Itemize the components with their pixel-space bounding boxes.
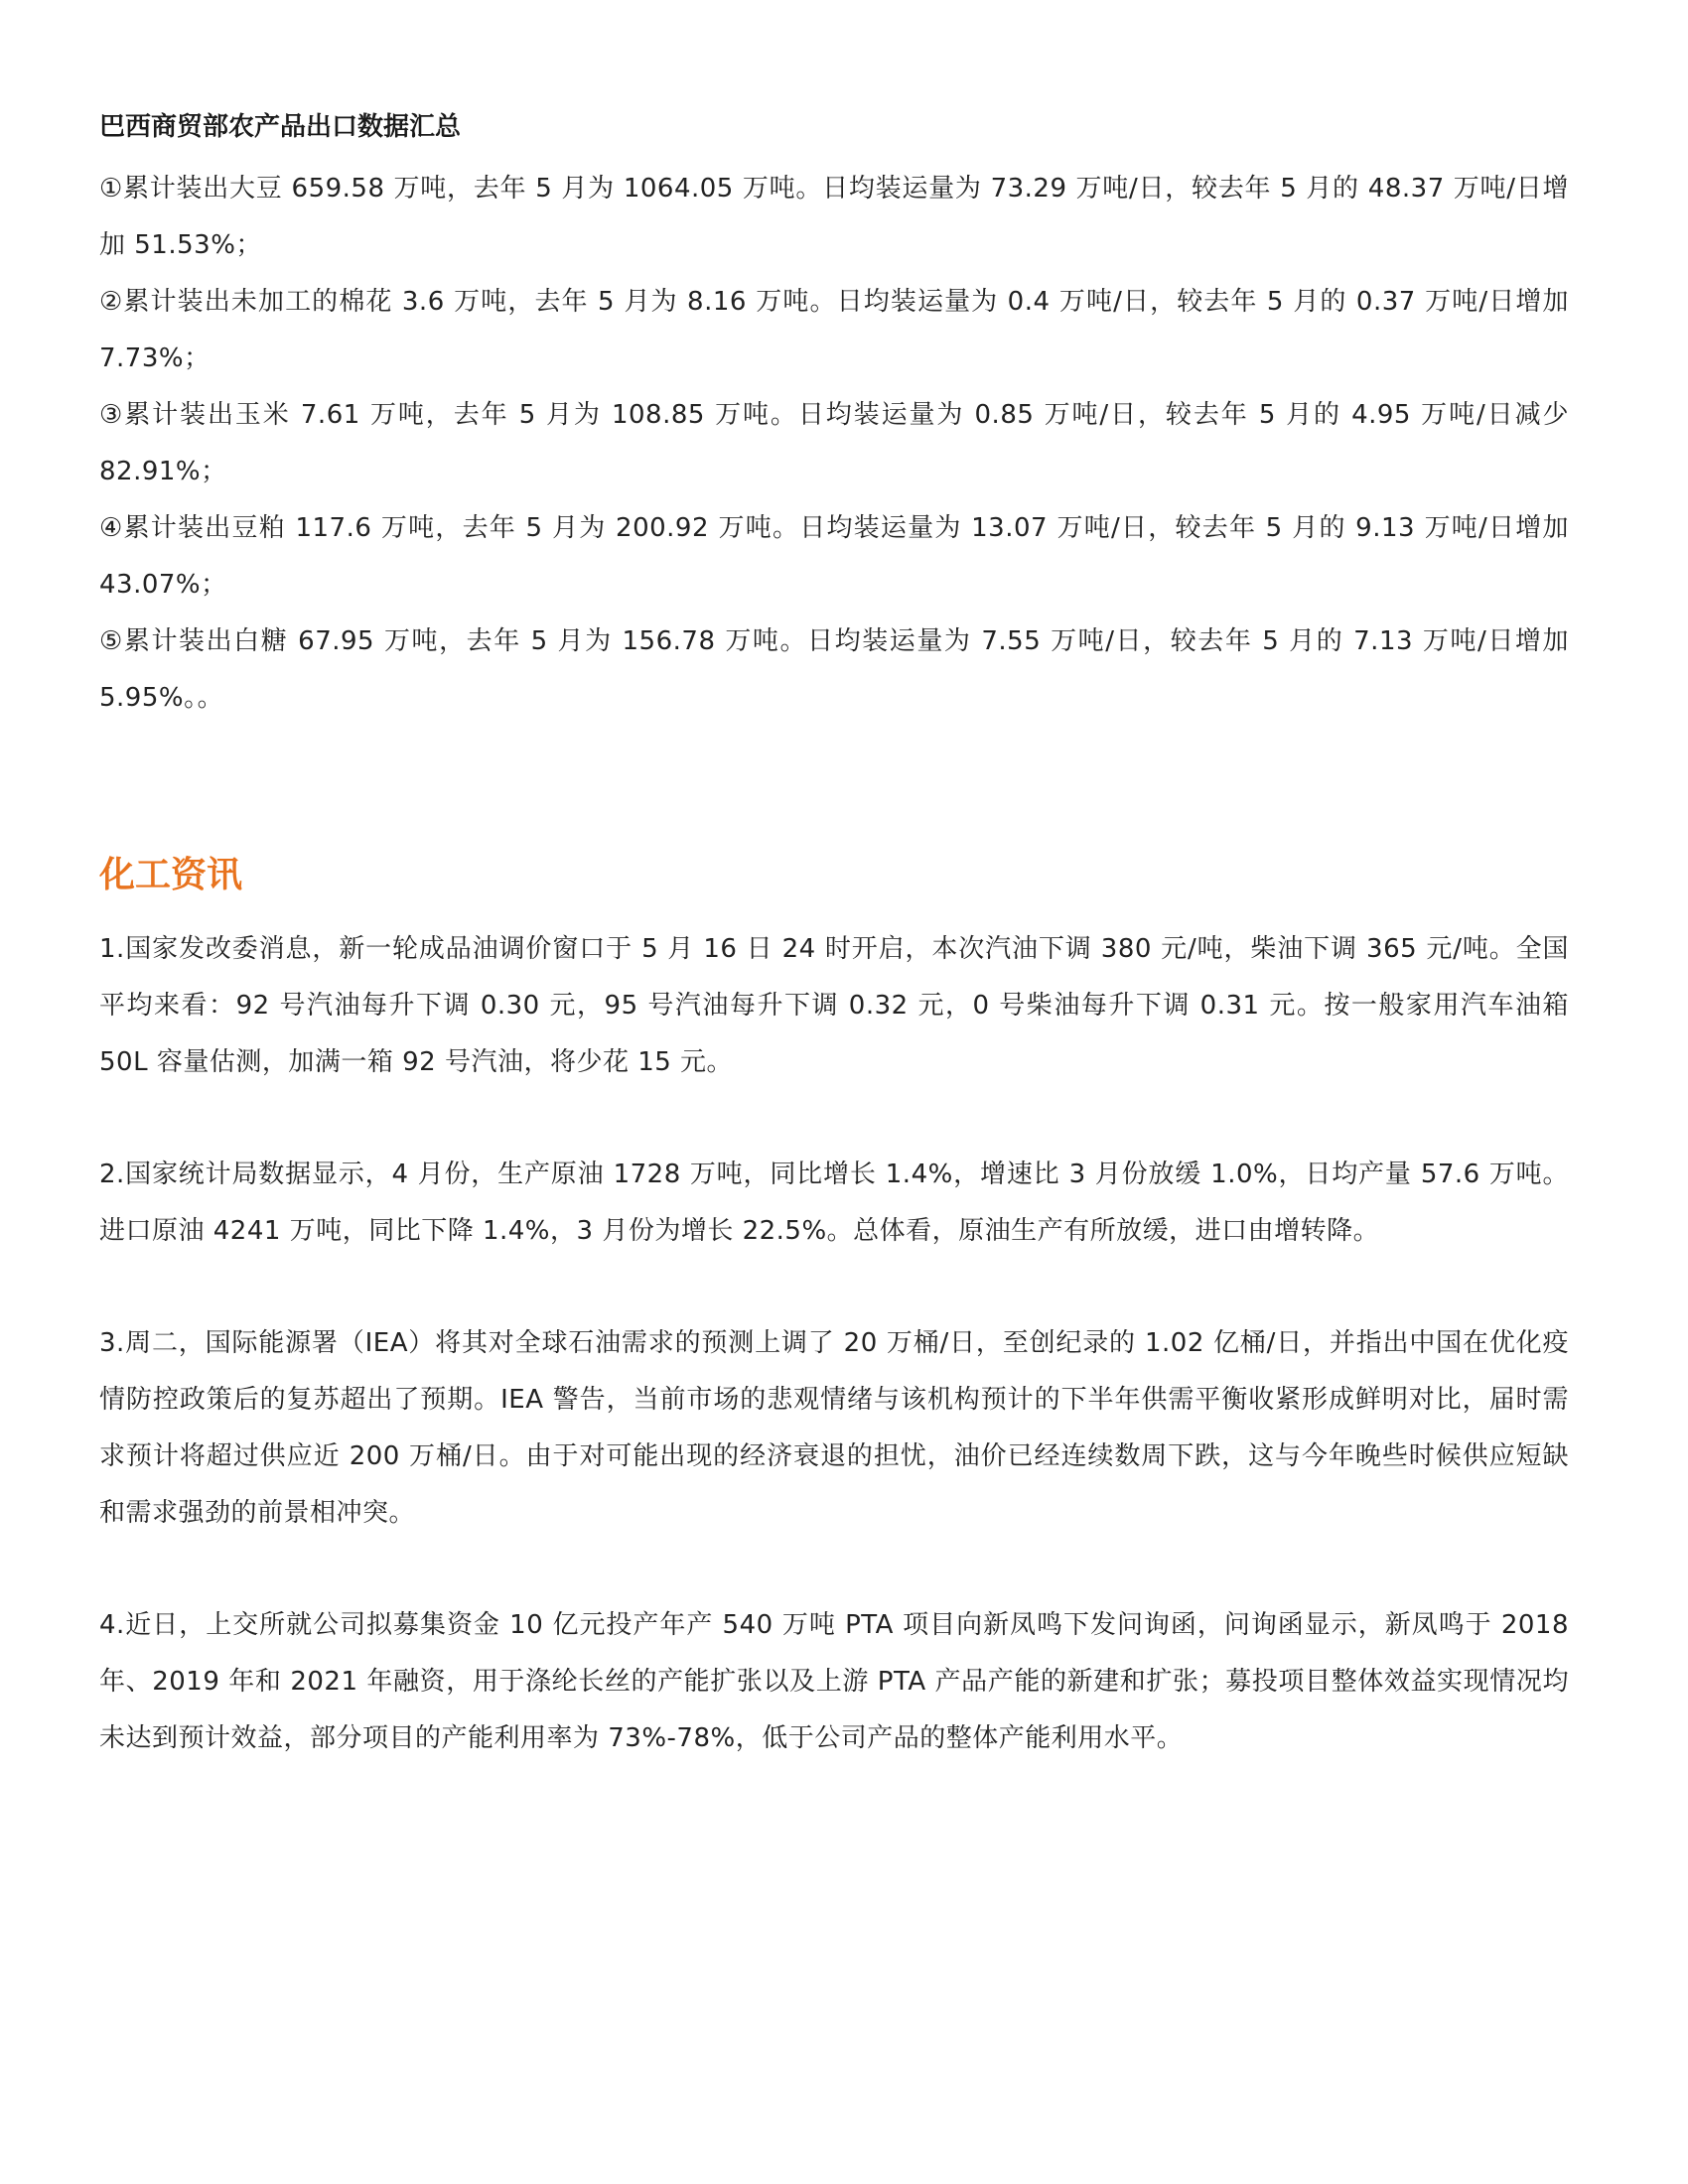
- news-item-crude-output: 2.国家统计局数据显示，4 月份，生产原油 1728 万吨，同比增长 1.4%，增速比 3 月份放缓 1.0%，日均产量 57.6 万吨。进口原油 4241 万吨，同比下降 1.4%，3 月份为增长 22.5%。总体看，原油生产有所放缓，进口由增转降。: [99, 1160, 1569, 1246]
- brazil-export-section: [99, 107, 1589, 727]
- export-item-corn: ③累计装出玉米 7.61 万吨，去年 5 月为 108.85 万吨。日均装运量为 0.85 万吨/日，较去年 5 月的 4.95 万吨/日减少 82.91%；: [99, 400, 1569, 486]
- news-item-pta-project: 4.近日，上交所就公司拟募集资金 10 亿元投产年产 540 万吨 PTA 项目向新凤鸣下发问询函，问询函显示，新凤鸣于 2018 年、2019 年和 2021 年融资，用于涤纶长丝的产能扩张以及上游 PTA 产品产能的新建和扩张；募投项目整体效益实现情况均未达到预计效益，部分项目的产能利用率为 73%-78%，低于公司产品的整体产能利用水平。: [99, 1610, 1569, 1753]
- export-item-soymeal: ④累计装出豆粕 117.6 万吨，去年 5 月为 200.92 万吨。日均装运量为 13.07 万吨/日，较去年 5 月的 9.13 万吨/日增加 43.07%；: [99, 513, 1569, 600]
- brazil-export-title: 巴西商贸部农产品出口数据汇总: [99, 112, 462, 142]
- news-item-iea-demand: 3.周二，国际能源署（IEA）将其对全球石油需求的预测上调了 20 万桶/日，至创纪录的 1.02 亿桶/日，并指出中国在优化疫情防控政策后的复苏超出了预期。IEA 警告，当前市场的悲观情绪与该机构预计的下半年供需平衡收紧形成鲜明对比，届时需求预计将超过供应近 200 万桶/日。由于对可能出现的经济衰退的担忧，油价已经连续数周下跌，这与今年晚些时候供应短缺和需求强劲的前景相冲突。: [99, 1328, 1569, 1528]
- chemical-news-section: [99, 852, 1589, 1767]
- news-item-fuel-price: 1.国家发改委消息，新一轮成品油调价窗口于 5 月 16 日 24 时开启，本次汽油下调 380 元/吨，柴油下调 365 元/吨。全国平均来看：92 号汽油每升下调 0.30 元，95 号汽油每升下调 0.32 元，0 号柴油每升下调 0.31 元。按一般家用汽车油箱 50L 容量估测，加满一箱 92 号汽油，将少花 15 元。: [99, 934, 1569, 1077]
- chemical-news-heading: 化工资讯: [99, 855, 243, 895]
- export-item-sugar: ⑤累计装出白糖 67.95 万吨，去年 5 月为 156.78 万吨。日均装运量为 7.55 万吨/日，较去年 5 月的 7.13 万吨/日增加 5.95%。。: [99, 626, 1569, 713]
- export-item-soybean: ①累计装出大豆 659.58 万吨，去年 5 月为 1064.05 万吨。日均装运量为 73.29 万吨/日，较去年 5 月的 48.37 万吨/日增加 51.53%；: [99, 174, 1569, 260]
- brazil-export-list: [99, 161, 1589, 727]
- document-page: [99, 107, 1589, 1823]
- export-item-cotton: ②累计装出未加工的棉花 3.6 万吨，去年 5 月为 8.16 万吨。日均装运量为 0.4 万吨/日，较去年 5 月的 0.37 万吨/日增加 7.73%；: [99, 287, 1569, 373]
